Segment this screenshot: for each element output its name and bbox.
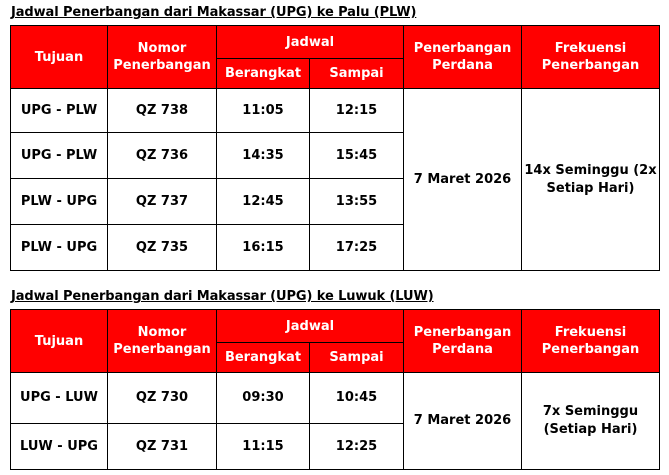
header-berangkat: Berangkat [217,343,310,373]
header-sampai: Sampai [310,343,404,373]
header-jadwal: Jadwal [217,310,404,343]
arrive-time-cell: 13:55 [310,179,404,225]
route-cell: UPG - PLW [11,133,108,179]
first-flight-cell: 7 Maret 2026 [404,373,522,470]
route-cell: PLW - UPG [11,225,108,271]
depart-time-cell: 12:45 [217,179,310,225]
depart-time-cell: 16:15 [217,225,310,271]
header-penerbangan-perdana: Penerbangan Perdana [404,26,522,89]
depart-time-cell: 11:05 [217,89,310,133]
header-tujuan: Tujuan [11,310,108,373]
route-cell: PLW - UPG [11,179,108,225]
flight-number-cell: QZ 731 [108,424,217,470]
depart-time-cell: 11:15 [217,424,310,470]
header-sampai: Sampai [310,59,404,89]
flight-number-cell: QZ 735 [108,225,217,271]
arrive-time-cell: 15:45 [310,133,404,179]
depart-time-cell: 09:30 [217,373,310,424]
flight-number-cell: QZ 730 [108,373,217,424]
frequency-cell [522,373,660,470]
arrive-time-cell: 17:25 [310,225,404,271]
table-row [11,373,660,424]
frequency-text: 14x Seminggu (2x Setiap Hari) [524,162,657,196]
arrive-time-cell: 12:25 [310,424,404,470]
route-cell: UPG - PLW [11,89,108,133]
table-row [11,89,660,133]
header-jadwal: Jadwal [217,26,404,59]
header-penerbangan-perdana: Penerbangan Perdana [404,310,522,373]
table-title-palu: Jadwal Penerbangan dari Makassar (UPG) ke Palu (PLW) [11,5,417,20]
header-frekuensi: Frekuensi Penerbangan [522,310,660,373]
header-nomor-penerbangan: Nomor Penerbangan [108,310,217,373]
header-tujuan: Tujuan [11,26,108,89]
flight-number-cell: QZ 738 [108,89,217,133]
depart-time-cell: 14:35 [217,133,310,179]
flight-number-cell: QZ 736 [108,133,217,179]
schedule-table-luwuk [10,309,660,470]
arrive-time-cell: 10:45 [310,373,404,424]
frequency-cell [522,89,660,271]
header-frekuensi: Frekuensi Penerbangan [522,26,660,89]
route-cell: UPG - LUW [11,373,108,424]
flight-number-cell: QZ 737 [108,179,217,225]
arrive-time-cell: 12:15 [310,89,404,133]
frequency-text: 7x Seminggu (Setiap Hari) [542,404,639,437]
table-title-luwuk: Jadwal Penerbangan dari Makassar (UPG) ke Luwuk (LUW) [11,289,434,304]
first-flight-cell: 7 Maret 2026 [404,89,522,271]
header-berangkat: Berangkat [217,59,310,89]
schedule-table-palu [10,25,660,271]
route-cell: LUW - UPG [11,424,108,470]
header-nomor-penerbangan: Nomor Penerbangan [108,26,217,89]
